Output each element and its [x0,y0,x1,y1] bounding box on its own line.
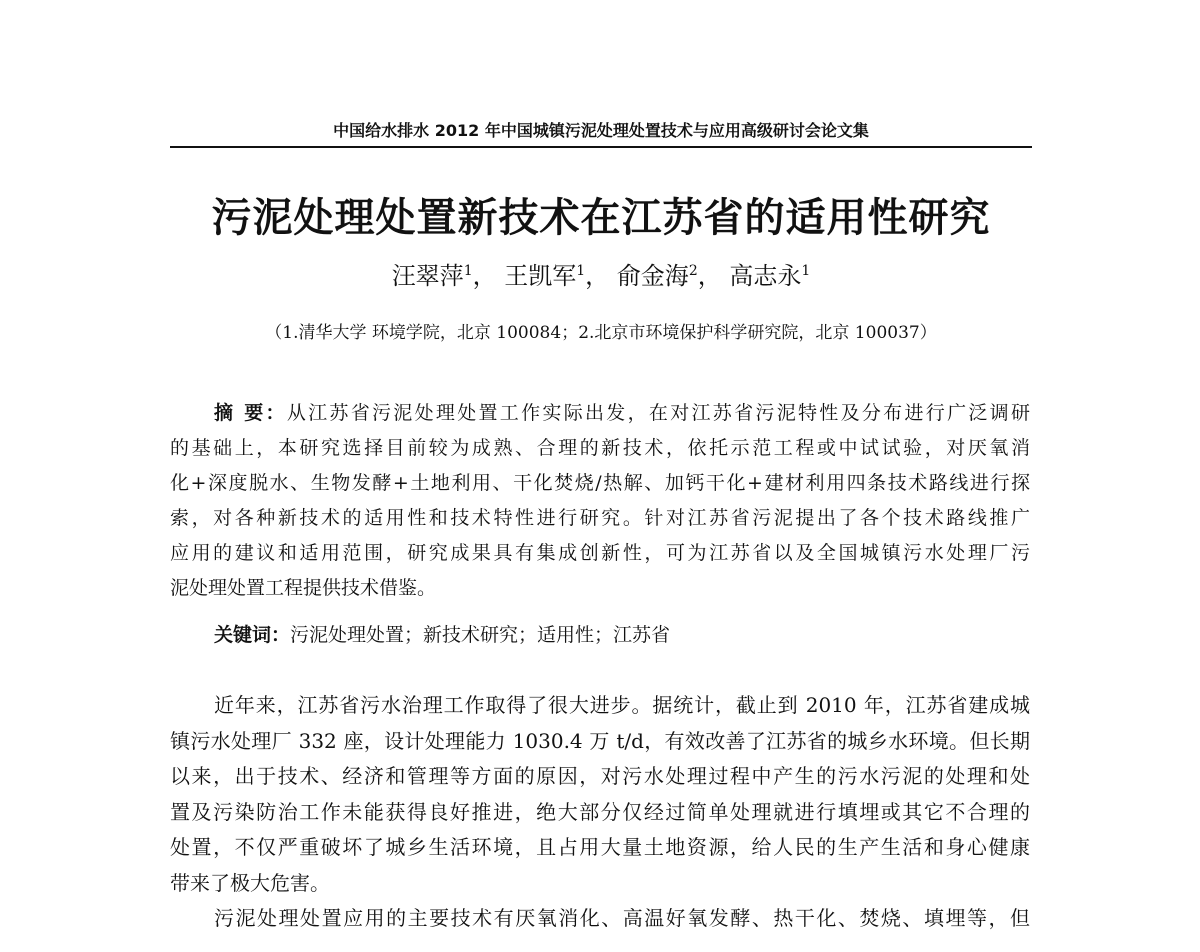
author-affiliation-mark: 2 [688,263,698,279]
keywords-text: 污泥处理处置；新技术研究；适用性；江苏省 [290,624,671,646]
body-line: 以来，出于技术、经济和管理等方面的原因，对污水处理过程中产生的污水污泥的处理和处 [170,764,1030,788]
paper-title: 污泥处理处置新技术在江苏省的适用性研究 [211,195,991,241]
body-line: 处置，不仅严重破坏了城乡生活环境，且占用大量土地资源，给人民的生产生活和身心健康 [170,835,1030,859]
abstract-line: 化+深度脱水、生物发酵+土地利用、干化焚烧/热解、加钙干化+建材利用四条技术路线进行探 [170,472,1030,494]
abstract-line: 泥处理处置工程提供技术借鉴。 [170,577,437,599]
affiliations: （1.清华大学 环境学院，北京 100084；2.北京市环境保护科学研究院，北京 100037） [265,323,937,343]
author-separator: ， [585,262,610,290]
abstract-line: 应用的建议和适用范围，研究成果具有集成创新性，可为江苏省以及全国城镇污水处理厂污 [170,542,1030,564]
body-line: 镇污水处理厂 332 座，设计处理能力 1030.4 万 t/d，有效改善了江苏省的城乡水环境。但长期 [170,728,1030,753]
author-affiliation-mark: 1 [576,263,586,279]
body-line: 置及污染防治工作未能获得良好推进，绝大部分仅经过简单处理就进行填埋或其它不合理的 [170,799,1030,824]
abstract-label: 摘 要： [214,402,287,424]
abstract-text: 从江苏省污泥处理处置工作实际出发，在对江苏省污泥特性及分布进行广泛调研 [286,402,1030,424]
abstract-line: 的基础上，本研究选择目前较为成熟、合理的新技术，依托示范工程或中试试验，对厌氧消 [170,437,1030,459]
author-affiliation-mark: 1 [801,263,811,279]
body-text [170,688,1030,937]
keywords [170,620,1030,650]
abstract-line [170,396,1030,431]
author-separator: ， [697,262,722,290]
author-name: 王凯军 [504,262,577,290]
author-name: 俞金海 [616,262,689,290]
abstract-line: 索，对各种新技术的适用性和技术特性进行研究。针对江苏省污泥提出了各个技术路线推广 [170,507,1030,529]
header-rule [170,146,1032,148]
running-header: 中国给水排水 2012 年中国城镇污泥处理处置技术与应用高级研讨会论文集 [333,121,869,140]
author-separator: ， [472,262,497,290]
keywords-label: 关键词： [214,624,291,646]
body-line: 污泥处理处置应用的主要技术有厌氧消化、高温好氧发酵、热干化、焚烧、填埋等，但 [214,906,1030,930]
keywords-line [170,620,1030,650]
body-line: 近年来，江苏省污水治理工作取得了很大进步。据统计，截止到 2010 年，江苏省建成城 [214,693,1030,717]
abstract [170,396,1030,606]
author-affiliation-mark: 1 [463,263,473,279]
author-name: 汪翠萍 [391,262,464,290]
author-list [170,256,1032,291]
body-line: 带来了极大危害。 [170,870,330,895]
author-name: 高志永 [729,262,802,290]
